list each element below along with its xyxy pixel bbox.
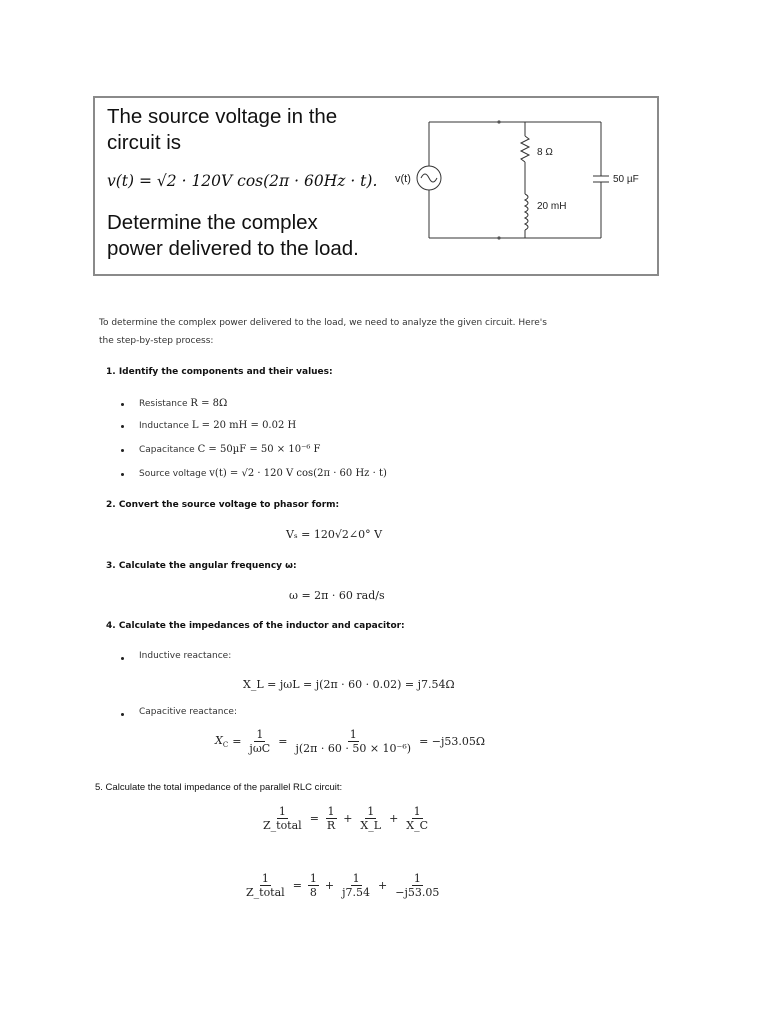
step2-heading: 2. Convert the source voltage to phasor form: — [106, 500, 340, 510]
bullet-dot — [121, 403, 124, 406]
step4-heading: 4. Calculate the impedances of the inductor and capacitor: — [106, 621, 405, 631]
phasor-equation: Vₛ = 120√2∠0° V — [286, 528, 383, 541]
resistor-label: 8 Ω — [537, 147, 553, 158]
resistor-icon — [521, 136, 529, 162]
capacitive-reactance-label: Capacitive reactance: — [139, 707, 237, 717]
fraction-numerator: 1 — [309, 872, 317, 885]
total-impedance-numeric-equation — [242, 873, 443, 898]
equals-sign: = — [292, 879, 302, 892]
bullet-inductance — [139, 420, 296, 431]
equals-sign: = — [232, 735, 242, 748]
xc-symbol: $X_C$ — [215, 734, 229, 749]
bottom-node — [497, 236, 500, 239]
fraction-denominator: 8 — [309, 886, 317, 899]
plus-sign: + — [343, 812, 353, 825]
fraction-denominator: Z_total — [246, 886, 285, 899]
problem-equation: v(t) = √2 · 120V cos(2π · 60Hz · t). — [107, 172, 378, 190]
capacitive-result: = −j53.05Ω — [419, 735, 486, 748]
circuit-diagram — [391, 108, 639, 248]
fraction-numerator: 1 — [413, 805, 421, 818]
problem-statement-line1: The source voltage in the — [107, 105, 338, 128]
inductor-icon — [525, 194, 528, 230]
fraction-denominator: Z_total — [263, 819, 302, 832]
equals-sign: = — [278, 735, 288, 748]
problem-question-line1: Determine the complex — [107, 211, 318, 234]
fraction-denominator: j7.54 — [342, 886, 371, 899]
capacitor-label: 50 µF — [613, 174, 639, 185]
problem-statement — [107, 104, 407, 156]
bullet-math: v(t) = √2 · 120 V cos(2π · 60 Hz · t) — [209, 468, 387, 479]
fraction — [293, 729, 413, 754]
fraction — [340, 873, 372, 898]
bullet-source-voltage — [139, 468, 387, 479]
fraction — [308, 873, 319, 898]
bullet-label: Capacitance — [139, 445, 195, 455]
fraction-numerator: 1 — [327, 805, 335, 818]
bullet-capacitance — [139, 444, 320, 455]
bullet-math: R = 8Ω — [190, 398, 228, 409]
fraction-numerator: 1 — [256, 728, 264, 741]
bullet-label: Source voltage — [139, 469, 207, 479]
bullet-dot — [121, 473, 124, 476]
bullet-dot — [121, 449, 124, 452]
plus-sign: + — [378, 879, 388, 892]
fraction — [325, 806, 337, 831]
problem-image — [93, 96, 659, 276]
top-node — [497, 120, 500, 123]
fraction-numerator: 1 — [367, 805, 375, 818]
total-impedance-general-equation — [259, 806, 432, 831]
fraction — [247, 729, 272, 754]
fraction — [393, 873, 441, 898]
plus-sign: + — [389, 812, 399, 825]
step5-heading: 5. Calculate the total impedance of the parallel RLC circuit: — [95, 782, 343, 793]
fraction-denominator: jωC — [249, 742, 271, 755]
problem-statement-line2: circuit is — [107, 131, 182, 154]
fraction — [244, 873, 287, 898]
capacitive-reactance-equation — [215, 729, 489, 754]
bullet-dot — [121, 713, 124, 716]
bullet-math: L = 20 mH = 0.02 H — [191, 420, 297, 431]
fraction-numerator: 1 — [352, 872, 360, 885]
fraction-numerator: 1 — [278, 805, 286, 818]
intro-line1: To determine the complex power delivered to the load, we need to analyze the given circuit. Here's — [99, 318, 547, 328]
bullet-math: C = 50µF = 50 × 10⁻⁶ F — [197, 444, 321, 455]
fraction-numerator: 1 — [413, 872, 421, 885]
inductor-label: 20 mH — [537, 201, 567, 212]
equals-sign: = — [309, 812, 319, 825]
fraction-denominator: j(2π · 60 · 50 × 10⁻⁶) — [295, 742, 412, 755]
fraction-denominator: X_L — [360, 819, 382, 832]
step1-heading: 1. Identify the components and their values: — [106, 367, 333, 377]
problem-question-line2: power delivered to the load. — [107, 237, 359, 260]
bullet-dot — [121, 425, 124, 428]
inductive-reactance-label: Inductive reactance: — [139, 651, 232, 661]
fraction-denominator: R — [326, 819, 336, 832]
fraction-denominator: X_C — [406, 819, 429, 832]
intro-line2: the step-by-step process: — [99, 336, 214, 346]
problem-question — [107, 210, 427, 262]
step3-heading: 3. Calculate the angular frequency ω: — [106, 561, 297, 571]
sine-wave-icon — [421, 174, 437, 182]
fraction — [261, 806, 304, 831]
fraction — [404, 806, 430, 831]
plus-sign: + — [324, 879, 335, 892]
angular-frequency-equation: ω = 2π · 60 rad/s — [289, 589, 385, 602]
fraction — [358, 806, 383, 831]
bullet-resistance — [139, 398, 227, 409]
fraction-denominator: −j53.05 — [395, 886, 440, 899]
source-label: v(t) — [395, 173, 411, 185]
bullet-dot — [121, 657, 124, 660]
fraction-numerator: 1 — [261, 872, 269, 885]
inductive-reactance-equation: X_L = jωL = j(2π · 60 · 0.02) = j7.54Ω — [243, 678, 455, 691]
bullet-label: Inductance — [139, 421, 189, 431]
fraction-numerator: 1 — [349, 728, 357, 741]
bullet-label: Resistance — [139, 399, 188, 409]
